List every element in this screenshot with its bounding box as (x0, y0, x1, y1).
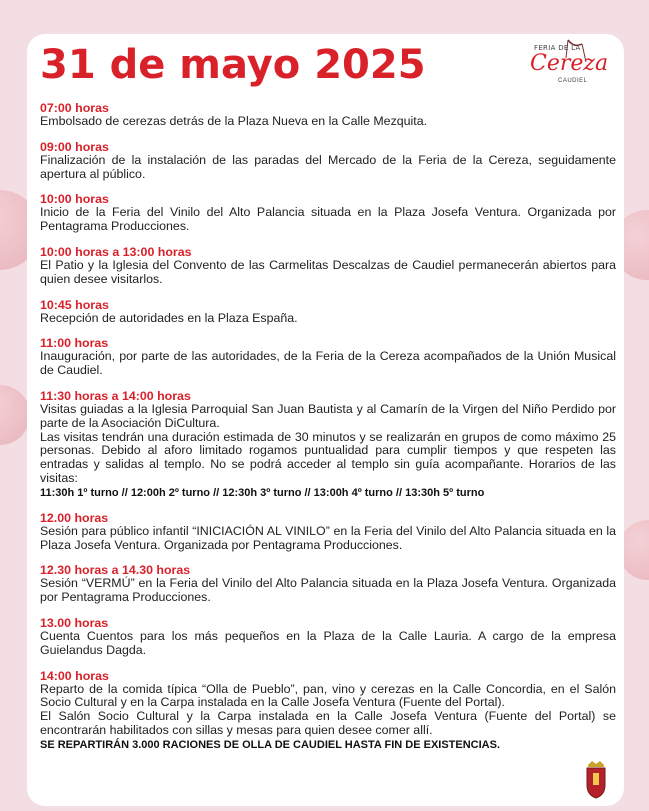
event-time: 07:00 horas (40, 101, 109, 115)
event-description: Cuenta Cuentos para los más pequeños en la Plaza de la Calle Lauria. A cargo de la empresa Guielandus Dagda. (40, 628, 616, 657)
event-description: Inicio de la Feria del Vinilo del Alto Palancia situada en la Plaza Josefa Ventura. Organizada por Pentagrama Producciones. (40, 205, 616, 234)
event-description: Reparto de la comida típica “Olla de Pueblo”, pan, vino y cerezas en la Calle Concordia, en el Salón Socio Cultural y en la Carpa instalada en la Calle Josefa Ventura (Fuente del Portal). (40, 681, 616, 710)
event-description: Sesión “VERMÚ” en la Feria del Vinilo del Alto Palancia situada en la Plaza Josefa Ventura. Organizada por Pentagrama Producciones. (40, 576, 616, 605)
page-title: 31 de mayo 2025 (40, 42, 426, 88)
event-item (40, 192, 616, 234)
event-time: 10:00 horas a 13:00 horas (40, 244, 192, 259)
event-time: 10:45 horas (40, 297, 109, 312)
event-description: Las visitas tendrán una duración estimada de 30 minutos y se realizarán en grupos de como máximo 25 personas. Debido al aforo limitado rogamos puntualidad para cumplir tiempos y que respeten las entradas y salidas al templo. No se podrá acceder al templo sin guía acompañante. Horarios de las visitas: (40, 429, 616, 485)
event-item (40, 101, 616, 129)
events-list (40, 101, 616, 763)
event-item (40, 669, 616, 752)
event-time: 12.00 horas (40, 510, 109, 525)
event-description: El Patio y la Iglesia del Convento de las Carmelitas Descalzas de Caudiel permanecerán abiertos para quien desee visitarlos. (40, 257, 616, 286)
event-item (40, 245, 616, 287)
event-time: 10:00 horas (40, 192, 109, 207)
logo-top-text: FERIA DE LA (534, 44, 581, 52)
logo-main-text: Cereza (530, 51, 609, 76)
visit-shifts: 11:30h 1º turno // 12:00h 2º turno // 12:30h 3º turno // 13:00h 4º turno // 13:30h 5º turno (40, 486, 485, 499)
event-time: 13.00 horas (40, 615, 109, 630)
event-item (40, 336, 616, 378)
event-description: Sesión para público infantil “INICIACIÓN AL VINILO” en la Feria del Vinilo del Alto Palancia situada en la Plaza Josefa Ventura. Organizada por Pentagrama Producciones. (40, 523, 616, 552)
event-description: Embolsado de cerezas detrás de la Plaza Nueva en la Calle Mezquita. (40, 114, 428, 128)
event-item (40, 298, 616, 326)
event-time: 12.30 horas a 14.30 horas (40, 563, 191, 578)
event-description: Recepción de autoridades en la Plaza España. (40, 310, 298, 325)
event-description: Finalización de la instalación de las paradas del Mercado de la Feria de la Cereza, seguidamente apertura al público. (40, 152, 616, 181)
event-item (40, 616, 616, 658)
event-item (40, 563, 616, 605)
event-description: Inauguración, por parte de las autoridades, de la Feria de la Cereza acompañados de la Unión Musical de Caudiel. (40, 349, 616, 378)
event-item (40, 140, 616, 182)
event-description: El Salón Socio Cultural y la Carpa instalada en la Calle Josefa Ventura (Fuente del Portal) se encontrarán habilitados con sillas y mesas para quien desee comer allí. (40, 709, 616, 737)
event-time: 14:00 horas (40, 668, 109, 683)
event-time: 11:00 horas (40, 336, 109, 351)
cherry-decoration-left-2 (0, 385, 30, 445)
town-shield-icon (584, 759, 608, 799)
event-item (40, 389, 616, 500)
logo-bottom-text: CAUDIEL (558, 78, 588, 84)
rations-notice: SE REPARTIRÁN 3.000 RACIONES DE OLLA DE CAUDIEL HASTA FIN DE EXISTENCIAS. (40, 738, 501, 751)
event-time: 09:00 horas (40, 139, 109, 154)
event-item (40, 511, 616, 553)
event-description: Visitas guiadas a la Iglesia Parroquial San Juan Bautista y al Camarín de la Virgen del Niño Perdido por parte de la Asociación DiCultura. (40, 401, 616, 430)
feria-cereza-logo (528, 38, 612, 98)
event-time: 11:30 horas a 14:00 horas (40, 388, 191, 403)
